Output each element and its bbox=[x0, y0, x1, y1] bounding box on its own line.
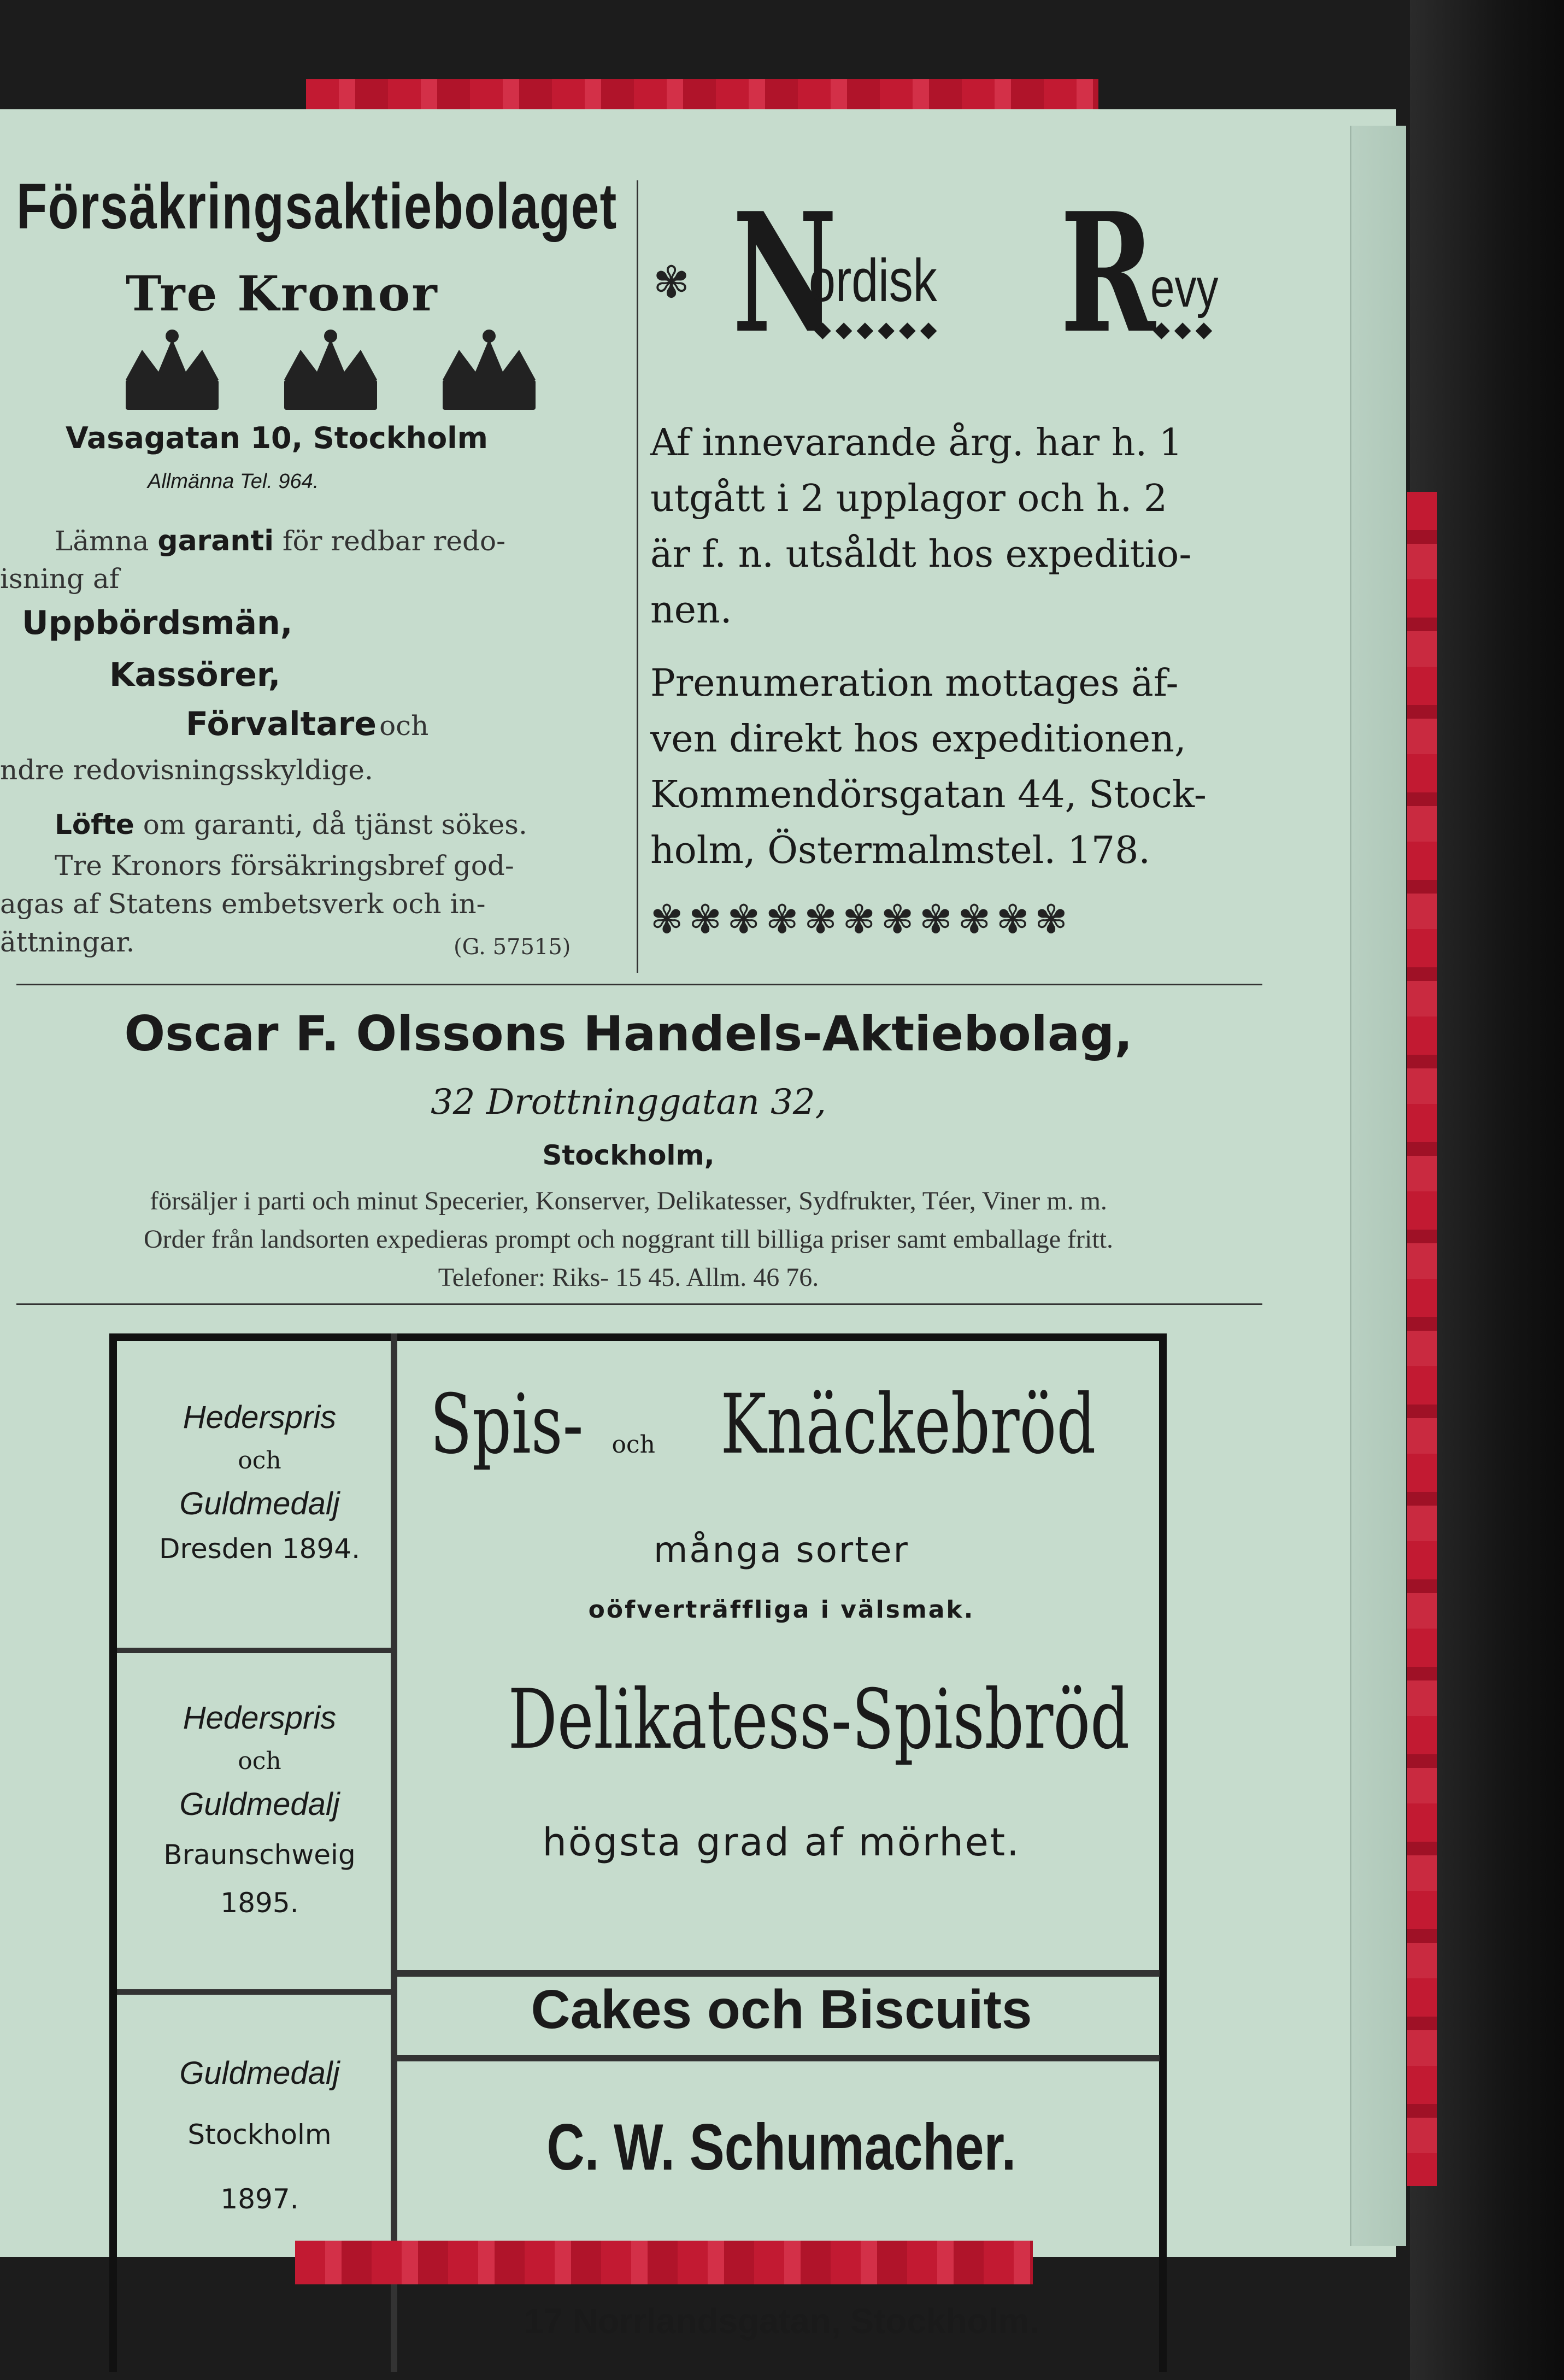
tk-bold: garanti bbox=[157, 525, 274, 557]
award-line: Guldmedalj bbox=[179, 1787, 340, 1822]
award-line: och bbox=[238, 1447, 281, 1474]
spis: Spis- bbox=[430, 1377, 584, 1472]
tk-bold: Förvaltare bbox=[186, 705, 377, 743]
tk-text-line: Tre Kronors försäkringsbref god- bbox=[55, 850, 514, 882]
cakes-biscuits: Cakes och Biscuits bbox=[531, 1979, 1032, 2040]
award-stockholm bbox=[126, 2055, 393, 2215]
schumacher-heading-1 bbox=[404, 1377, 1159, 1472]
tk-phone: Allmänna Tel. 964. bbox=[148, 470, 319, 493]
crown-icons bbox=[109, 328, 557, 421]
nr-paragraph-2 bbox=[650, 656, 1295, 879]
nr-initial-n: N bbox=[732, 177, 837, 369]
tk-bold-line: Kassörer, bbox=[109, 656, 281, 694]
red-page-edge-right bbox=[1407, 492, 1437, 2186]
schumacher-name-text: C. W. Schumacher. bbox=[546, 2111, 1016, 2184]
tk-text-line bbox=[186, 705, 428, 743]
divider bbox=[16, 984, 1262, 985]
column-divider bbox=[637, 180, 638, 973]
nr-line: utgått i 2 upplagor och h. 2 bbox=[650, 477, 1168, 520]
nr-line: nen. bbox=[650, 589, 732, 632]
award-line: Braunschweig bbox=[163, 1839, 356, 1871]
award-line: Guldmedalj bbox=[179, 2055, 340, 2091]
olsson-line: Telefoner: Riks- 15 45. Allm. 46 76. bbox=[438, 1263, 819, 1292]
nr-ordisk: ordisk bbox=[809, 247, 937, 314]
crown-icon bbox=[284, 330, 377, 410]
cakes-divider bbox=[397, 2055, 1160, 2061]
red-page-edge-bottom bbox=[295, 2241, 1033, 2284]
knackebrod: Knäckebröd bbox=[720, 1377, 1096, 1472]
nr-initial-r: R bbox=[1060, 177, 1156, 369]
och: och bbox=[612, 1431, 656, 1459]
tk-text-line: agas af Statens embetsverk och in- bbox=[0, 888, 486, 920]
olsson-line: försäljer i parti och minut Specerier, Konserver, Delikatesser, Sydfrukter, Téer, Viner m. m. bbox=[150, 1186, 1107, 1215]
schumacher-address: 17 Norrlandsgatan, Stockholm. bbox=[524, 2301, 1039, 2341]
flower-ornament-icon: ✾ bbox=[653, 257, 690, 308]
nr-line: är f. n. utsåldt hos expeditio- bbox=[650, 533, 1192, 576]
delikatess: Delikatess-Spisbröd bbox=[508, 1672, 1130, 1767]
tk-text-line: ndre redovisningsskyldige. bbox=[0, 754, 373, 786]
award-line: Stockholm bbox=[187, 2119, 332, 2150]
dot-ornament-icon: ◆◆◆ bbox=[1153, 317, 1217, 342]
tk-bold: Löfte bbox=[55, 809, 134, 841]
tk-text-line bbox=[55, 525, 505, 557]
nr-line: Kommendörsgatan 44, Stock- bbox=[650, 773, 1207, 816]
award-divider bbox=[117, 1648, 393, 1653]
nr-evy: evy bbox=[1150, 257, 1219, 319]
tk-bold-line: Uppbördsmän, bbox=[22, 604, 293, 642]
nr-paragraph-1 bbox=[650, 415, 1295, 638]
tk-text: om garanti, då tjänst sökes. bbox=[143, 809, 527, 841]
tk-text: och bbox=[379, 710, 429, 742]
olsson-address: 32 Drottninggatan 32, bbox=[431, 1082, 826, 1123]
tk-text-line: isning af bbox=[0, 563, 120, 595]
tk-code: (G. 57515) bbox=[454, 935, 571, 960]
schumacher-sub-1: många sorter bbox=[654, 1530, 909, 1571]
olsson-title: Oscar F. Olssons Handels-Aktiebolag, bbox=[124, 1006, 1133, 1062]
schumacher-sub-3: högsta grad af mörhet. bbox=[542, 1820, 1021, 1865]
tk-text-line: ättningar. bbox=[0, 926, 135, 958]
schumacher-sub-2: oöfverträffliga i välsmak. bbox=[588, 1596, 975, 1624]
nr-line: holm, Östermalmstel. 178. bbox=[650, 829, 1151, 872]
tk-text-line bbox=[55, 809, 527, 841]
award-line: Hederspris bbox=[183, 1700, 337, 1736]
tk-company: Försäkringsaktiebolaget bbox=[16, 171, 618, 243]
tk-text: för redbar redo- bbox=[283, 525, 506, 557]
nr-line: ven direkt hos expeditionen, bbox=[650, 718, 1186, 761]
award-braunschweig bbox=[126, 1700, 393, 1919]
tk-name: Tre Kronor bbox=[126, 265, 439, 322]
award-line: Dresden 1894. bbox=[159, 1533, 360, 1565]
page-curl bbox=[1350, 126, 1406, 2246]
award-divider bbox=[117, 1989, 393, 1995]
divider bbox=[16, 1303, 1262, 1305]
page bbox=[0, 109, 1396, 2341]
award-line: och bbox=[238, 1747, 281, 1775]
olsson-city: Stockholm, bbox=[542, 1139, 715, 1171]
award-line: Hederspris bbox=[183, 1400, 337, 1435]
schumacher-name bbox=[404, 2109, 1159, 2185]
crown-icon bbox=[126, 330, 219, 410]
tk-address: Vasagatan 10, Stockholm bbox=[66, 421, 488, 455]
tk-text: Lämna bbox=[55, 525, 149, 557]
award-line: 1897. bbox=[220, 2183, 299, 2215]
cakes-divider bbox=[397, 1970, 1160, 1977]
award-line: Guldmedalj bbox=[179, 1486, 340, 1521]
nr-line: Prenumeration mottages äf- bbox=[650, 662, 1179, 705]
flower-ornament-row-icon: ✾✾✾✾✾✾✾✾✾✾✾ bbox=[650, 896, 1073, 942]
award-line: 1895. bbox=[220, 1887, 299, 1919]
nr-line: Af innevarande årg. har h. 1 bbox=[650, 421, 1183, 465]
schumacher-heading-2 bbox=[404, 1672, 1159, 1767]
award-dresden bbox=[126, 1399, 393, 1565]
dot-ornament-icon: ◆◆◆◆◆◆ bbox=[814, 317, 942, 342]
olsson-line: Order från landsorten expedieras prompt och noggrant till billiga priser samt emballage fritt. bbox=[143, 1225, 1114, 1254]
crown-icon bbox=[443, 330, 536, 410]
